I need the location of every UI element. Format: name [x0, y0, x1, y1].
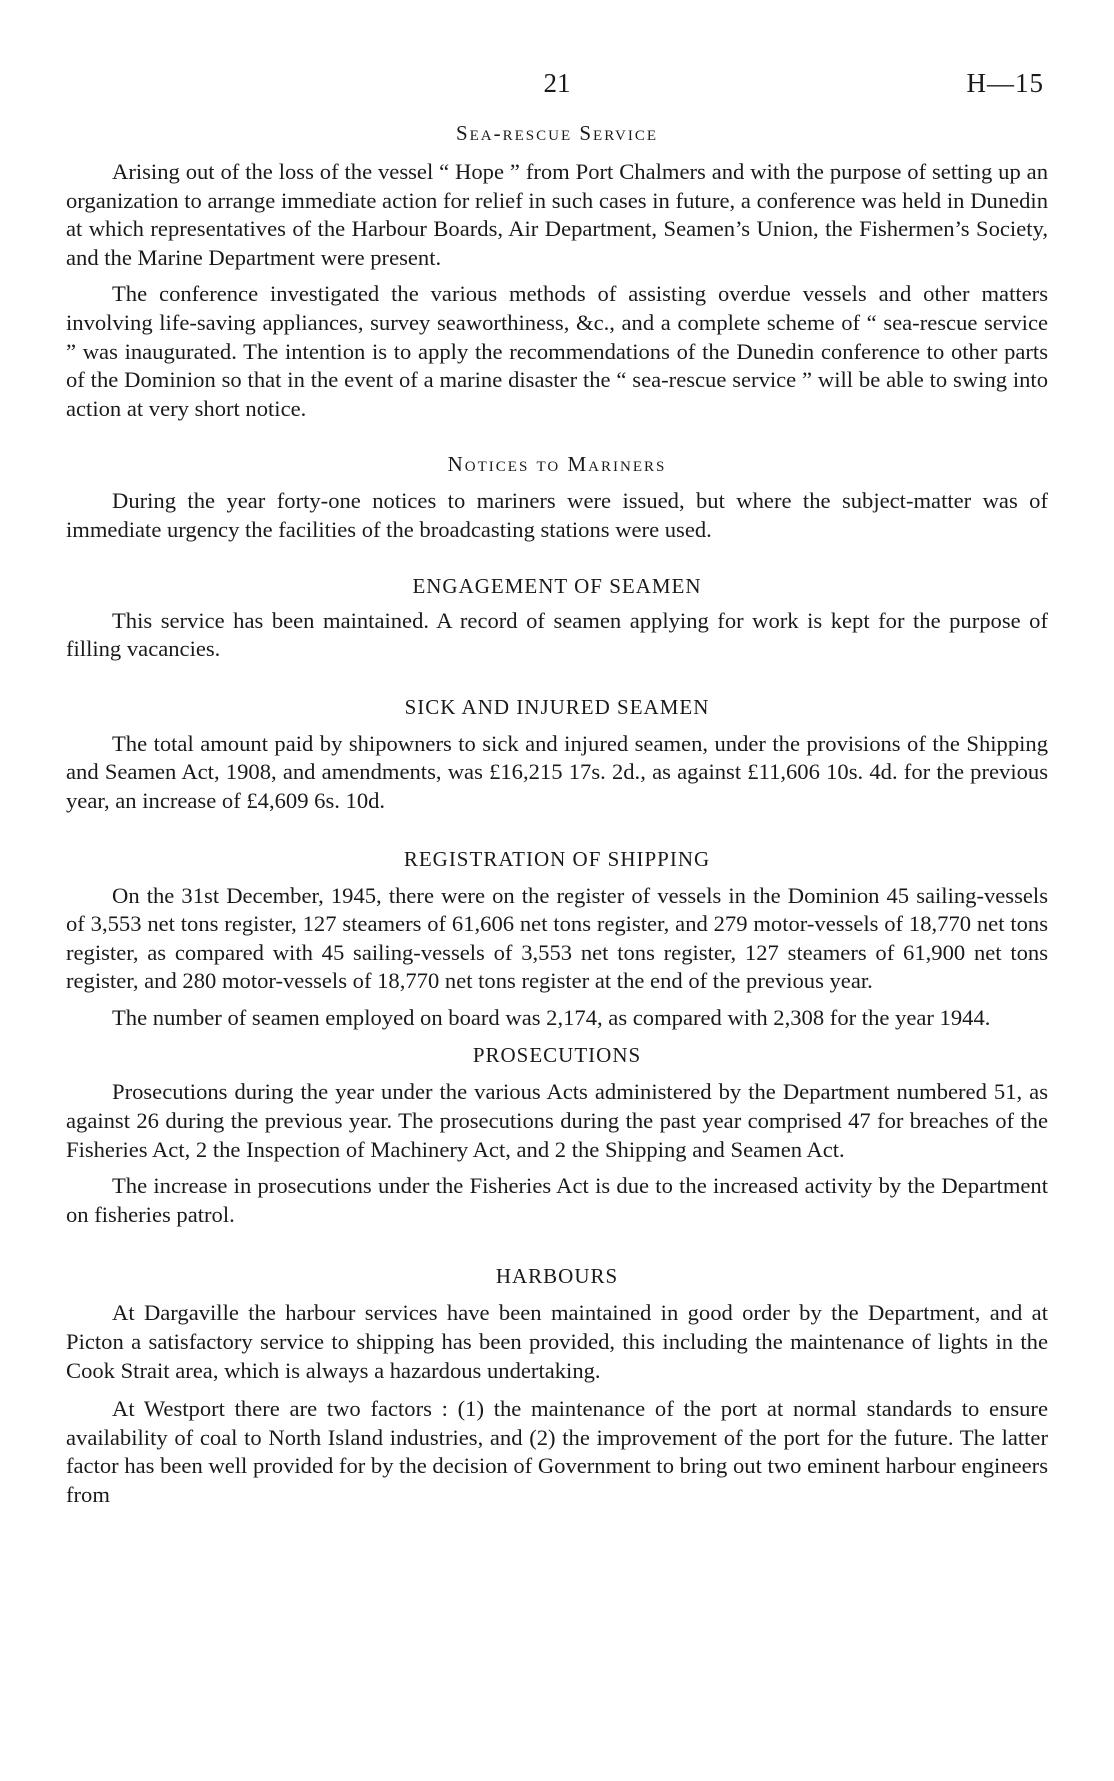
- paragraph-prosecutions-2: The increase in prosecutions under the Fisheries Act is due to the increased activity by the Department on fisheries patrol.: [66, 1173, 1048, 1227]
- paragraph-harbours-1: At Dargaville the harbour services have been maintained in good order by the Department, and at Picton a satisfactory service to shipping has been provided, this including the maintenance of lights in the Cook Strait area, which is always a hazardous undertaking.: [66, 1300, 1048, 1383]
- paper-reference: H—15: [966, 68, 1044, 98]
- section-engagement-of-seamen: [66, 571, 1048, 664]
- section-heading-prosecutions: PROSECUTIONS: [472, 1043, 642, 1068]
- section-heading-harbours: HARBOURS: [495, 1264, 619, 1289]
- paragraph-sick-injured-1: The total amount paid by shipowners to sick and injured seamen, under the provisions of the Shipping and Seamen Act, 1908, and amendments, was £16,215 17s. 2d., as against £11,606 10s. 4d. for the previous year, an increase of £4,609 6s. 10d.: [66, 730, 1048, 813]
- paragraph-registration-2: The number of seamen employed on board was 2,174, as compared with 2,308 for the year 1944.: [112, 1004, 991, 1030]
- paragraph-registration-1: On the 31st December, 1945, there were on the register of vessels in the Dominion 45 sailing-vessels of 3,553 net tons register, 127 steamers of 61,606 net tons register, and 279 motor-vessels of 18,770 net tons register, as compared with 45 sailing-vessels of 3,553 net tons register, 127 steamers of 61,900 net tons register, and 280 motor-vessels of 18,770 net tons register at the end of the previous year.: [66, 882, 1048, 994]
- paragraph-prosecutions-1: Prosecutions during the year under the various Acts administered by the Department numbered 51, as against 26 during the previous year. The prosecutions during the past year comprised 47 for breaches of the Fisheries Act, 2 the Inspection of Machinery Act, and 2 the Shipping and Seamen Act.: [66, 1079, 1048, 1162]
- section-sea-rescue: [66, 118, 1048, 423]
- section-sick-and-injured: [66, 692, 1048, 816]
- running-header: [66, 68, 1048, 108]
- section-registration-of-shipping: [66, 844, 1048, 1033]
- page-number: 21: [543, 68, 571, 98]
- section-heading-sick-injured: SICK AND INJURED SEAMEN: [404, 694, 710, 719]
- section-heading-registration: REGISTRATION OF SHIPPING: [403, 846, 711, 871]
- paragraph-engagement-1: This service has been maintained. A record of seamen applying for work is kept for the purpose of filling vacancies.: [66, 607, 1048, 662]
- section-notices-to-mariners: [66, 449, 1048, 544]
- section-heading-notices: Notices to Mariners: [447, 452, 667, 477]
- paragraph-harbours-2: At Westport there are two factors : (1) the maintenance of the port at normal standards to ensure availability of coal to North Island industries, and (2) the improvement of the port for the future. The latter factor has been well provided for by the decision of Government to bring out two eminent harbour engineers from: [66, 1396, 1048, 1507]
- paragraph-notices-1: During the year forty-one notices to mariners were issued, but where the subject-matter was of immediate urgency the facilities of the broadcasting stations were used.: [66, 488, 1048, 542]
- section-harbours: [66, 1261, 1048, 1509]
- paragraph-sea-rescue-2: The conference investigated the various methods of assisting overdue vessels and other matters involving life-saving appliances, survey seaworthiness, &c., and a complete scheme of “ sea-rescue service ” was inaugurated. The intention is to apply the recommendations of the Dunedin conference to other parts of the Dominion so that in the event of a marine disaster the “ sea-rescue service ” will be able to swing into action at very short notice.: [66, 281, 1048, 421]
- paragraph-sea-rescue-1: Arising out of the loss of the vessel “ Hope ” from Port Chalmers and with the purpose of setting up an organization to arrange immediate action for relief in such cases in future, a conference was held in Dunedin at which representatives of the Harbour Boards, Air Department, Seamen’s Union, the Fishermen’s Society, and the Marine Department were present.: [66, 159, 1048, 270]
- section-heading-engagement: ENGAGEMENT OF SEAMEN: [412, 573, 702, 598]
- section-heading-sea-rescue: Sea-rescue Service: [455, 121, 659, 145]
- section-prosecutions: [66, 1040, 1048, 1229]
